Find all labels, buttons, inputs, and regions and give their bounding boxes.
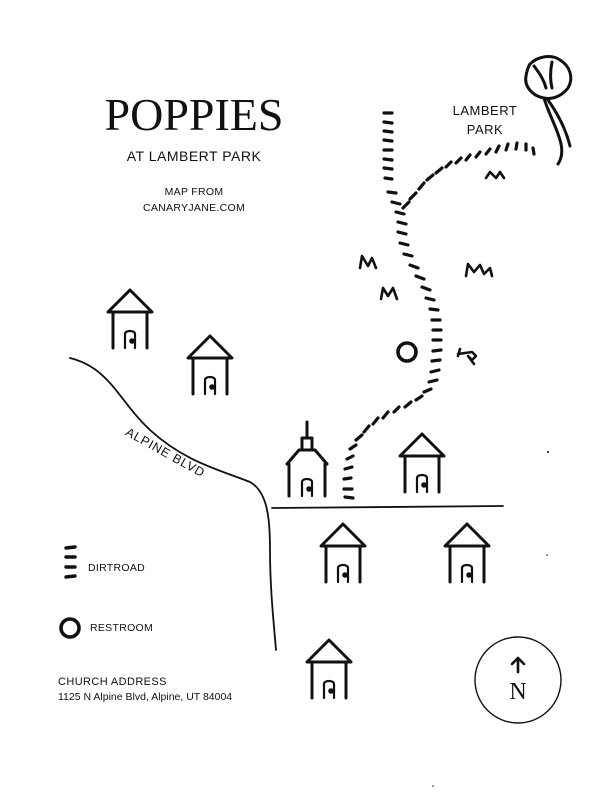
house-icon (321, 524, 365, 582)
house-icon (108, 290, 152, 348)
house-icon (400, 434, 444, 492)
side-road (272, 506, 503, 508)
credit-line-1: MAP FROM (164, 186, 224, 198)
house-icon (307, 640, 351, 698)
compass-letter: N (509, 679, 527, 705)
poppy-marks (360, 172, 504, 364)
restroom-marker (398, 343, 416, 361)
dashed-line-icon (66, 547, 75, 577)
legend-dirtroad-label: DIRTROAD (88, 562, 146, 574)
dirt-road-branch (403, 143, 534, 208)
house-icon (445, 524, 489, 582)
church-address-title: CHURCH ADDRESS (58, 676, 167, 688)
circle-icon (61, 619, 79, 637)
map-subtitle: AT LAMBERT PARK (126, 148, 262, 164)
church-icon (287, 422, 327, 496)
map-title: POPPIES (104, 89, 284, 140)
church-address-line: 1125 N Alpine Blvd, Alpine, UT 84004 (58, 691, 233, 703)
legend-restroom-label: RESTROOM (90, 622, 154, 634)
north-arrow-icon (512, 658, 524, 672)
paper-specks (432, 451, 549, 787)
alpine-blvd-road (70, 358, 276, 650)
credit-line-2: CANARYJANE.COM (142, 202, 246, 214)
park-label-line-1: LAMBERT (452, 103, 518, 118)
compass-rose (475, 637, 561, 723)
house-icon (188, 336, 232, 394)
park-label-line-2: PARK (466, 122, 504, 137)
road-label: ALPINE BLVD (123, 425, 208, 481)
